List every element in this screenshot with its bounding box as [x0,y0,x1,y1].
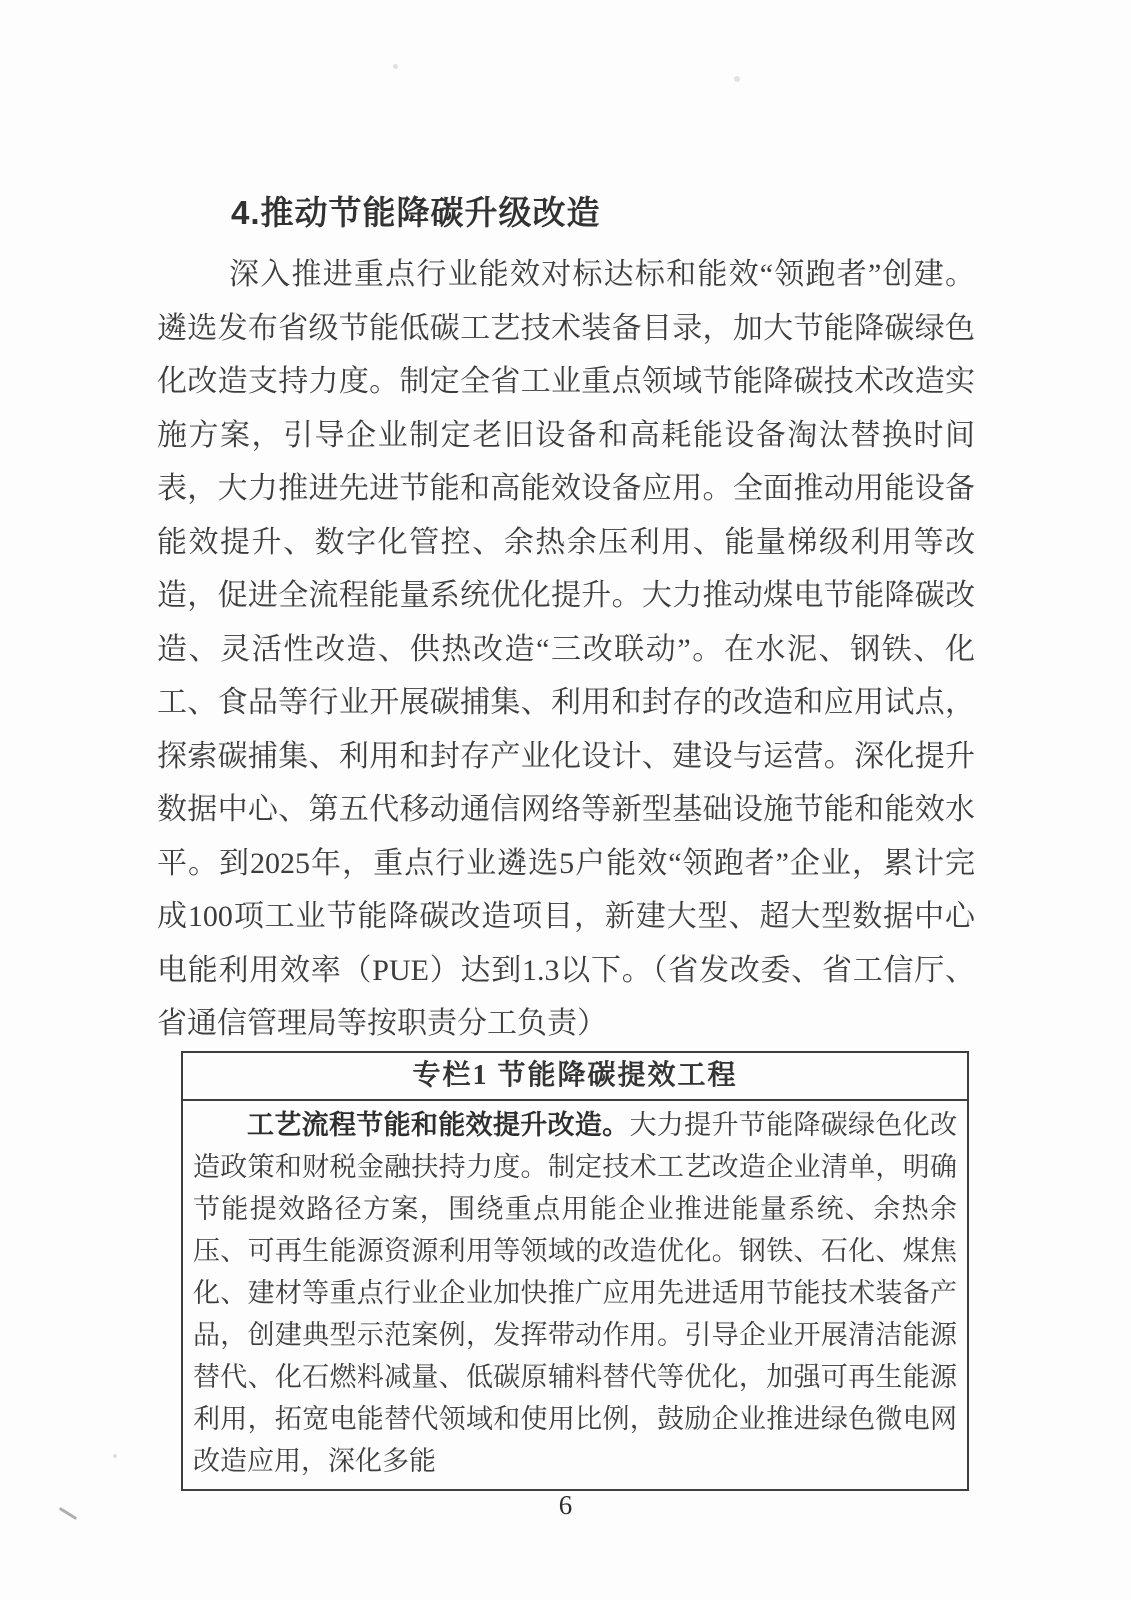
section-title: 4.推动节能降碳升级改造 [231,194,601,231]
callout-box-title: 专栏1 节能降碳提效工程 [183,1053,967,1101]
callout-box [181,1051,969,1491]
page-content [157,192,975,1491]
scan-artifact-dot [734,76,740,82]
body-paragraph: 深入推进重点行业能效对标达标和能效“领跑者”创建。遴选发布省级节能低碳工艺技术装备目录，加大节能降碳绿色化改造支持力度。制定全省工业重点领域节能降碳技术改造实施方案，引导企业制定老旧设备和高耗能设备淘汰替换时间表，大力推进先进节能和高能效设备应用。全面推动用能设备能效提升、数字化管控、余热余压利用、能量梯级利用等改造，促进全流程能量系统优化提升。大力推动煤电节能降碳改造、灵活性改造、供热改造“三改联动”。在水泥、钢铁、化工、食品等行业开展碳捕集、利用和封存的改造和应用试点，探索碳捕集、利用和封存产业化设计、建设与运营。深化提升数据中心、第五代移动通信网络等新型基础设施节能和能效水平。到2025年，重点行业遴选5户能效“领跑者”企业，累计完成100项工业节能降碳改造项目，新建大型、超大型数据中心电能利用效率（PUE）达到1.3以下。（省发改委、省工信厅、省通信管理局等按职责分工负责） [157,258,975,1040]
scan-artifact-dot [393,64,398,69]
scan-artifact-dot [113,1454,117,1458]
callout-box-body [183,1101,967,1489]
callout-body-text: 大力提升节能降碳绿色化改造政策和财税金融扶持力度。制定技术工艺改造企业清单，明确节能提效路径方案，围绕重点用能企业推进能量系统、余热余压、可再生能源资源利用等领域的改造优化。钢铁、石化、煤焦化、建材等重点行业企业加快推广应用先进适用节能技术装备产品，创建典型示范案例，发挥带动作用。引导企业开展清洁能源替代、化石燃料减量、低碳原辅料替代等优化，加强可再生能源利用，拓宽电能替代领域和使用比例，鼓励企业推进绿色微电网改造应用，深化多能 [193,1109,958,1476]
page-number: 6 [558,1490,573,1520]
callout-lead-sentence: 工艺流程节能和能效提升改造。 [247,1109,630,1140]
